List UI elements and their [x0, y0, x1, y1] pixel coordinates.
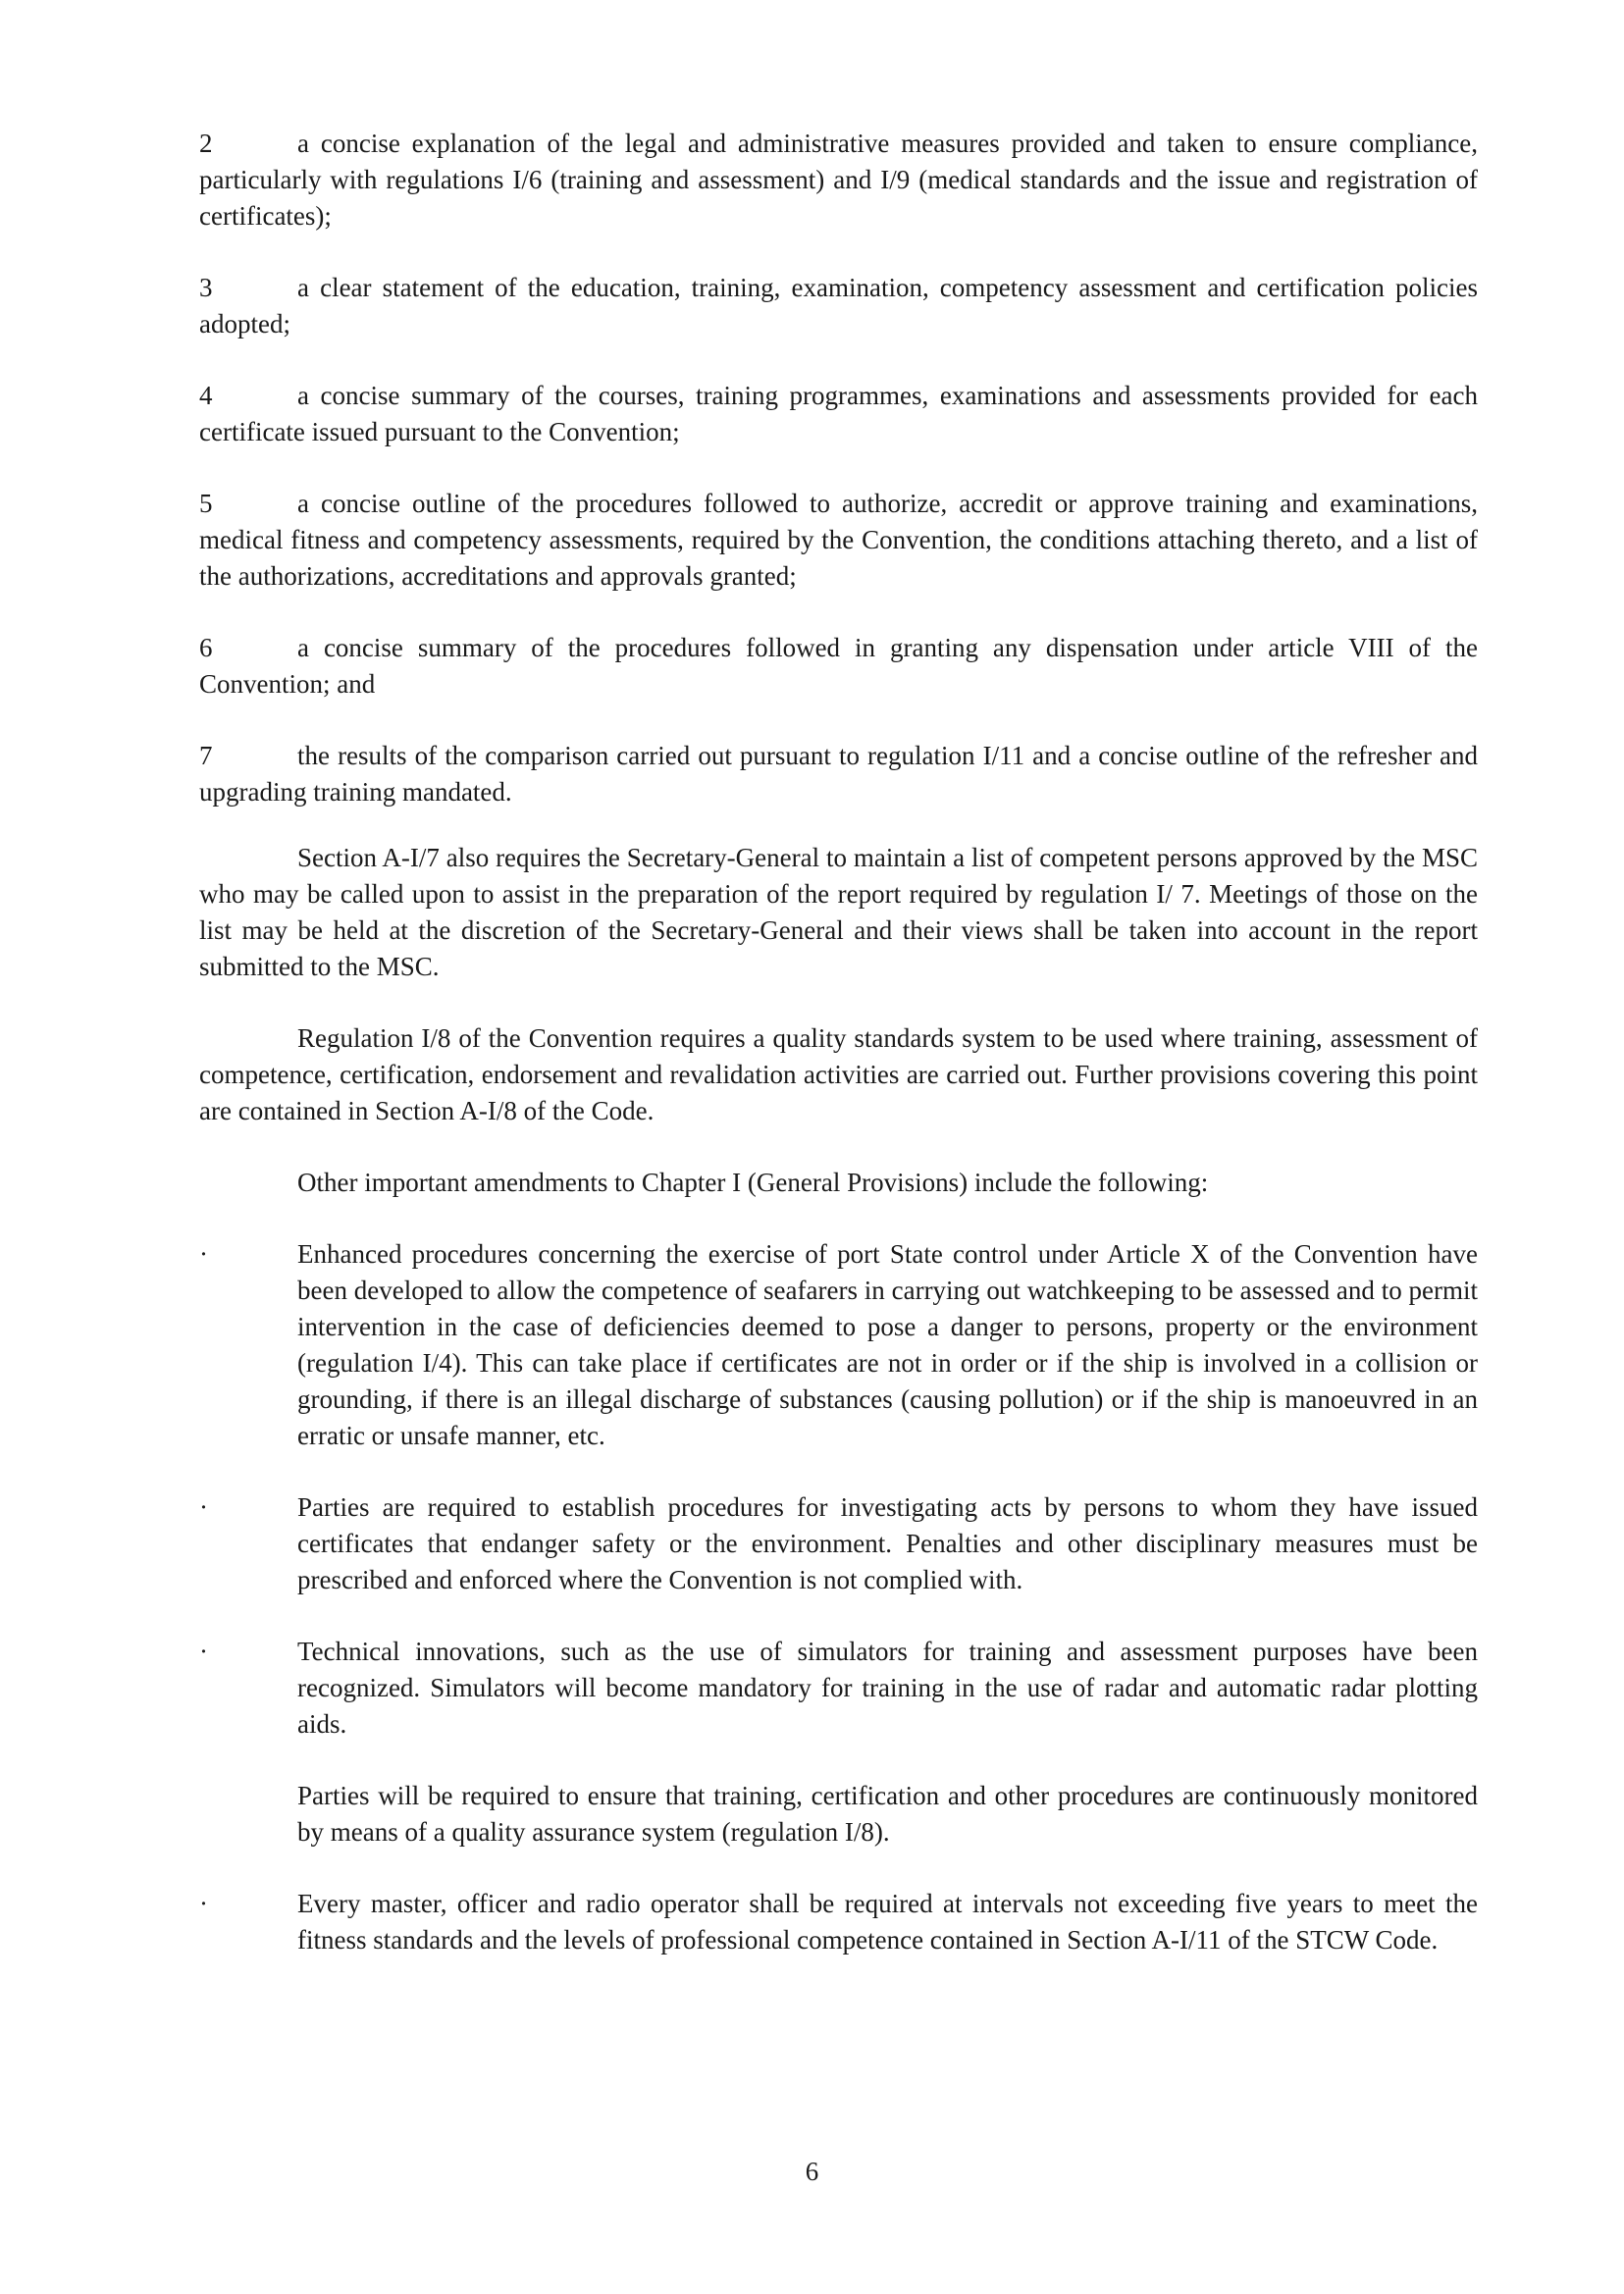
bullet-mark: · [199, 1239, 208, 1269]
bullet-port-state-control [199, 1236, 1478, 1454]
numbered-item-4 [199, 378, 1478, 450]
item-number: 6 [199, 633, 213, 662]
numbered-item-6 [199, 630, 1478, 703]
numbered-item-7 [199, 738, 1478, 810]
item-text: a concise outline of the procedures followed to authorize, accredit or approve training and examinations, medical fitness and competency assessments, required by the Convention, the conditions attaching thereto, and a list of the authorizations, accreditations and approvals granted; [199, 489, 1478, 591]
item-number: 3 [199, 273, 213, 302]
item-text: the results of the comparison carried out pursuant to regulation I/11 and a concise outline of the refresher and upgrading training mandated. [199, 741, 1478, 807]
quality-assurance-paragraph: Parties will be required to ensure that training, certification and other procedures are continuously monitored by means of a quality assurance system (regulation I/8). [297, 1781, 1478, 1847]
bullet-text: Parties are required to establish procedures for investigating acts by persons to whom they have issued certificates that endanger safety or the environment. Penalties and other disciplinary measures must be prescribed and enforced where the Convention is not complied with. [297, 1492, 1478, 1594]
numbered-item-2 [199, 126, 1478, 235]
page-number: 6 [805, 2157, 819, 2186]
item-text: a concise explanation of the legal and administrative measures provided and taken to ensure compliance, particularly with regulations I/6 (training and assessment) and I/9 (medical standards and the issue and registration of certificates); [199, 129, 1478, 231]
document-page [199, 126, 1478, 1994]
bullet-mark: · [199, 1492, 208, 1522]
regulation-i8-paragraph: Regulation I/8 of the Convention requires a quality standards system to be used where training, assessment of competence, certification, endorsement and revalidation activities are carried out. Further provisions covering this point are contained in Section A-I/8 of the Code. [199, 1023, 1478, 1125]
item-text: a concise summary of the courses, training programmes, examinations and assessments provided for each certificate issued pursuant to the Convention; [199, 381, 1478, 446]
item-number: 5 [199, 489, 213, 518]
other-amendments-intro: Other important amendments to Chapter I (General Provisions) include the following: [297, 1168, 1209, 1197]
item-text: a concise summary of the procedures followed in granting any dispensation under article VIII of the Convention; and [199, 633, 1478, 699]
numbered-item-5 [199, 486, 1478, 595]
item-number: 7 [199, 741, 213, 770]
item-number: 2 [199, 129, 213, 158]
bullet-text: Every master, officer and radio operator shall be required at intervals not exceeding five years to meet the fitness standards and the levels of professional competence contained in Section A-I/11 of the STCW Code. [297, 1889, 1478, 1955]
item-number: 4 [199, 381, 213, 410]
bullet-text: Technical innovations, such as the use of simulators for training and assessment purposes have been recognized. Simulators will become mandatory for training in the use of radar and automatic radar plotting aids. [297, 1637, 1478, 1739]
bullet-text: Enhanced procedures concerning the exercise of port State control under Article X of the Convention have been developed to allow the competence of seafarers in carrying out watchkeeping to be assessed and to permit intervention in the case of deficiencies deemed to pose a danger to persons, property or the environment (regulation I/4). This can take place if certificates are not in order or if the ship is involved in a collision or grounding, if there is an illegal discharge of substances (causing pollution) or if the ship is manoeuvred in an erratic or unsafe manner, etc. [297, 1239, 1478, 1450]
bullet-mark: · [199, 1889, 208, 1918]
section-a17-paragraph: Section A-I/7 also requires the Secretary-General to maintain a list of competent persons approved by the MSC who may be called upon to assist in the preparation of the report required by regulation I/ 7. Meetings of those on the list may be held at the discretion of the Secretary-General and their views shall be taken into account in the report submitted to the MSC. [199, 843, 1478, 981]
item-text: a clear statement of the education, training, examination, competency assessment and certification policies adopted; [199, 273, 1478, 339]
bullet-mark: · [199, 1637, 208, 1666]
bullet-investigating-acts [199, 1489, 1478, 1598]
bullet-fitness-standards [199, 1886, 1478, 1958]
bullet-simulators [199, 1634, 1478, 1743]
numbered-item-3 [199, 270, 1478, 342]
